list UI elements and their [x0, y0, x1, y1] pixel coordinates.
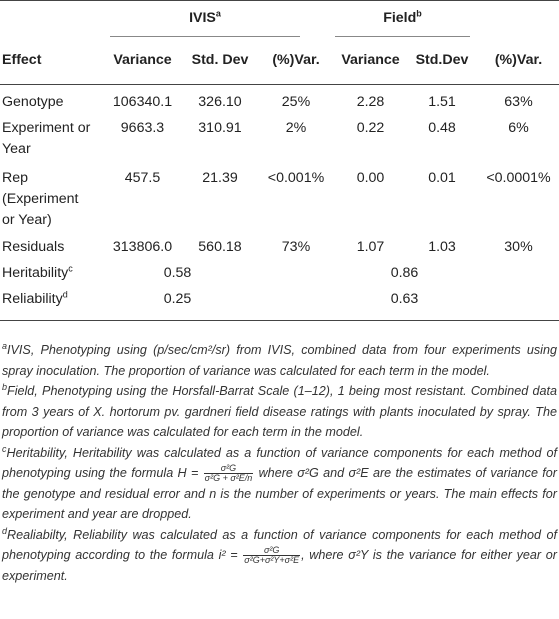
cell-ivis-variance: 9663.3: [120, 120, 165, 136]
col-header-ivis-pct: (%)Var.: [272, 52, 320, 68]
cell-ivis-pct: 73%: [281, 239, 311, 255]
cell-field-sd: 1.51: [428, 94, 456, 110]
row-effect: Rep (Experiment or Year): [2, 170, 79, 228]
cell-heritability-field: 0.86: [390, 265, 419, 281]
cell-field-pct: 63%: [504, 94, 533, 110]
cell-heritability-ivis: 0.58: [163, 265, 192, 281]
cell-ivis-variance: 457.5: [124, 170, 161, 186]
cell-field-variance: 1.07: [356, 239, 385, 255]
cell-ivis-pct: 25%: [281, 94, 311, 110]
cell-ivis-sd: 326.10: [198, 94, 242, 110]
heritability-formula: $\frac{\text{σ²G}}{\text{σ²G + σ²E/n}}$: [204, 463, 253, 484]
ivis-group-header: IVIS$^a$: [189, 8, 221, 26]
row-reliability-label: Reliability$^d$: [2, 289, 68, 307]
top-rule: [0, 0, 559, 1]
cell-field-sd: 0.01: [428, 170, 456, 186]
row-effect: Residuals: [2, 239, 65, 255]
cell-reliability-ivis: 0.25: [163, 291, 192, 307]
footnote-b: $^b$Field, Phenotyping using the Horsfall-Barrat Scale (1–12), 1 being most resistant. Combined data from 3 years of X. hortorum pv. gardneri field disease ratings with plants inoculated by spray. The proportion of variance was calculated for each term in the model.: [2, 381, 557, 439]
cell-field-pct: <0.0001%: [486, 170, 551, 186]
col-header-ivis-variance: Variance: [113, 52, 172, 68]
col-header-effect: Effect: [2, 52, 42, 68]
row-effect: Experiment or Year: [2, 120, 91, 157]
col-header-ivis-sd: Std. Dev: [191, 52, 249, 68]
cell-ivis-sd: 21.39: [202, 170, 238, 186]
cell-reliability-field: 0.63: [390, 291, 419, 307]
cell-field-variance: 0.22: [356, 120, 385, 136]
footnote-d: $^d$Realiabilty, Reliability was calculated as a function of variance components for each method of phenotyping according to the formula i² = $\frac{\text{σ²G}}{\text{σ²G+σ²Y+σ²E}}$ , where σ²Y is the variance for either year or experiment.: [2, 525, 557, 583]
footnote-a: $^a$IVIS, Phenotyping using (p/sec/cm²/sr) from IVIS, combined data from four experiments using spray inoculation. The proportion of variance was calculated for each term in the model.: [2, 340, 557, 378]
col-header-field-variance: Variance: [341, 52, 400, 68]
cell-ivis-pct: <0.001%: [267, 170, 325, 186]
bottom-rule: [0, 320, 559, 321]
cell-field-pct: 6%: [508, 120, 529, 136]
reliability-formula: $\frac{\text{σ²G}}{\text{σ²G+σ²Y+σ²E}}$: [244, 545, 300, 566]
col-header-field-pct: (%)Var.: [494, 52, 543, 68]
cell-field-sd: 1.03: [428, 239, 456, 255]
cell-ivis-variance: 106340.1: [112, 94, 173, 110]
cell-field-variance: 2.28: [356, 94, 385, 110]
cell-field-sd: 0.48: [428, 120, 456, 136]
col-header-field-sd: Std.Dev: [415, 52, 469, 68]
cell-field-variance: 0.00: [356, 170, 385, 186]
row-effect: Genotype: [2, 94, 64, 110]
cell-ivis-sd: 560.18: [198, 239, 242, 255]
cell-ivis-variance: 313806.0: [112, 239, 173, 255]
table-footnotes: [2, 340, 557, 586]
header-rule: [0, 84, 559, 85]
ivis-group-rule: [110, 36, 300, 37]
cell-field-pct: 30%: [504, 239, 533, 255]
field-group-rule: [335, 36, 470, 37]
field-group-header: Field$^b$: [383, 8, 422, 26]
footnote-c: $^c$Heritability, Heritability was calculated as a function of variance components for each method of phenotyping using the formula H = $\frac{\text{σ²G}}{\text{σ²G + σ²E/n}}$ where σ²G and σ²E are the estimates of variance for the genotype and residual error and n is the number of experiments or years. The main effects for experiment and year are dropped.: [2, 443, 557, 521]
row-heritability-label: Heritability$^c$: [2, 263, 73, 281]
cell-ivis-pct: 2%: [285, 120, 307, 136]
cell-ivis-sd: 310.91: [198, 120, 242, 136]
